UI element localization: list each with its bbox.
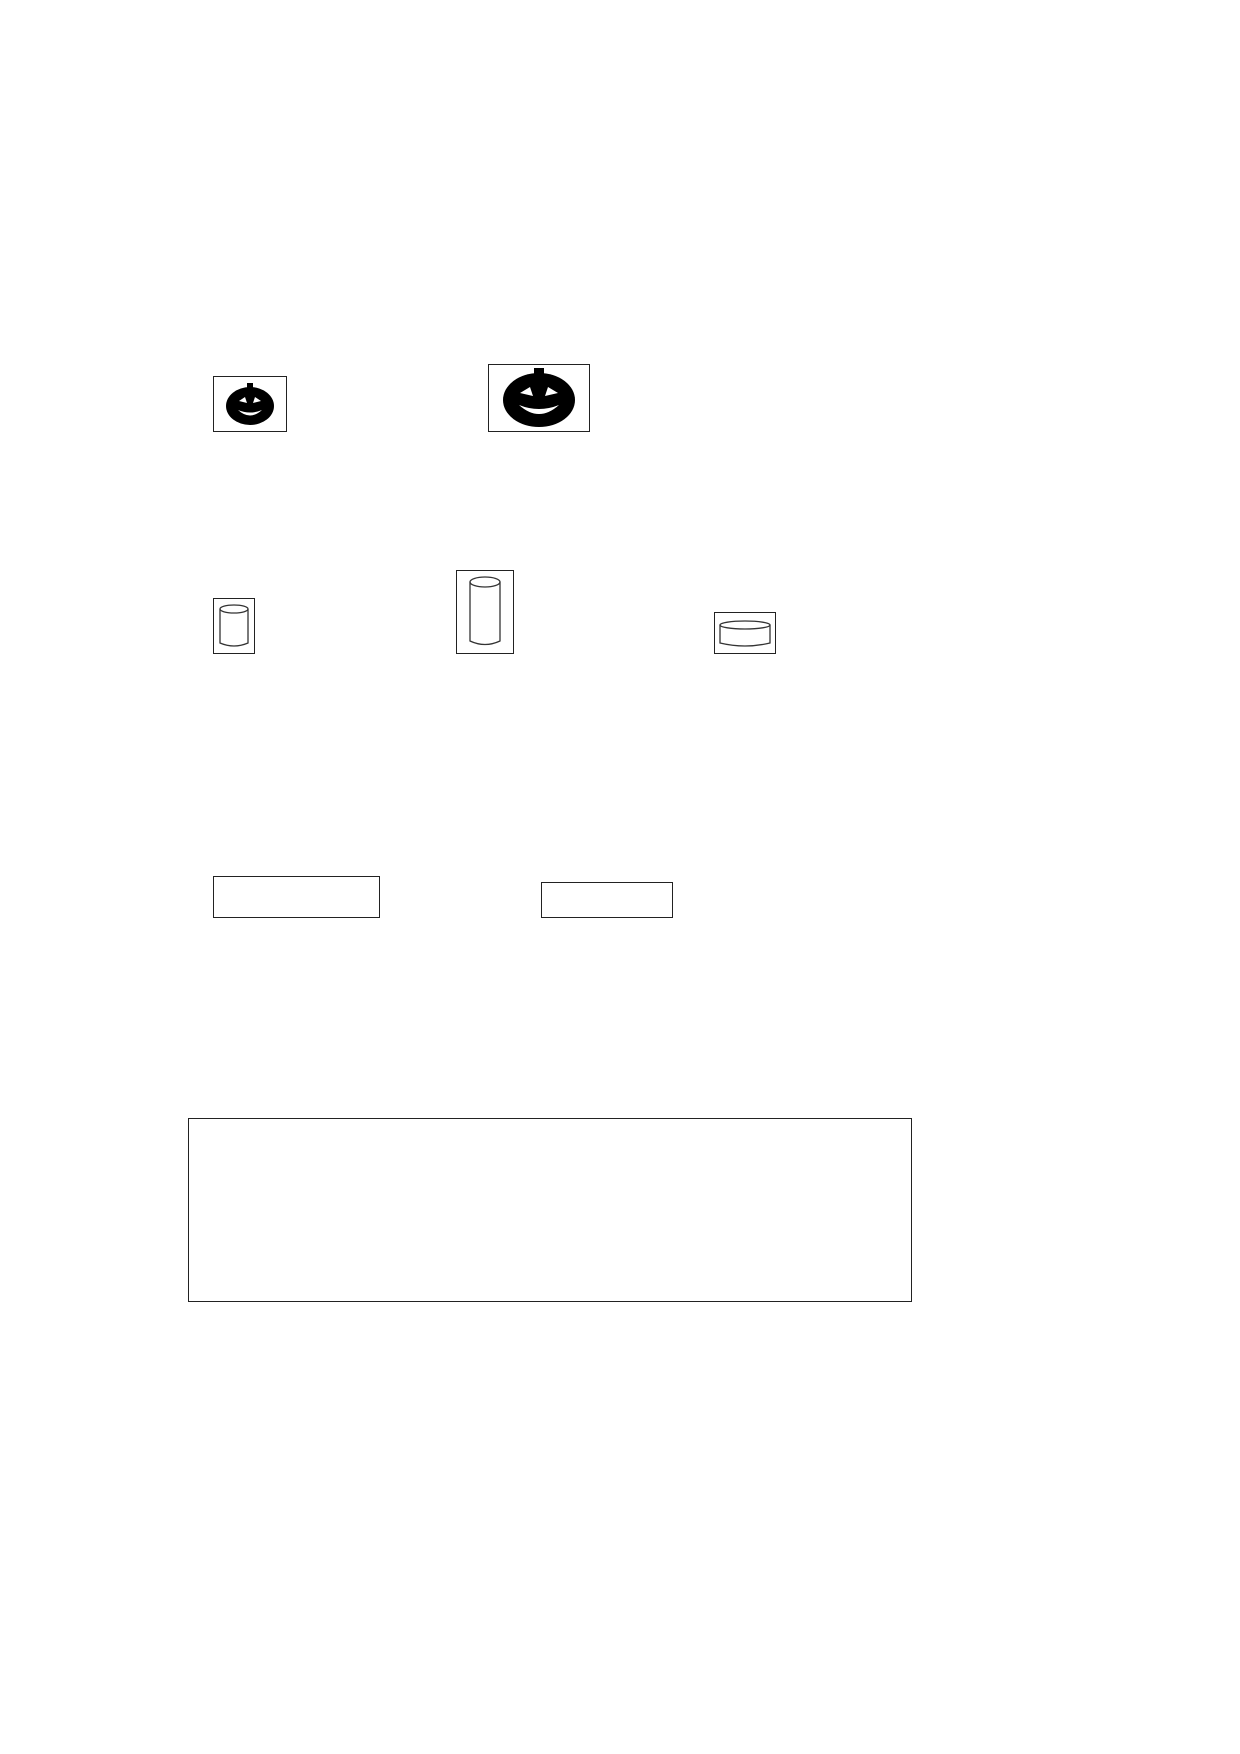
squares-box[interactable] bbox=[213, 876, 380, 918]
cylinder-icon bbox=[457, 571, 513, 653]
pumpkin-icon bbox=[214, 377, 286, 431]
big-pumpkin-box[interactable] bbox=[488, 364, 590, 432]
squares-row bbox=[214, 877, 379, 917]
pumpkin-body bbox=[226, 387, 274, 425]
circles-row bbox=[542, 883, 672, 917]
circles-box[interactable] bbox=[541, 882, 673, 918]
cups-figure bbox=[188, 1118, 912, 1302]
pumpkin-body bbox=[503, 373, 575, 427]
cups-diagram bbox=[189, 1119, 911, 1301]
pumpkin-icon bbox=[489, 365, 589, 431]
flat-cylinder-box[interactable] bbox=[714, 612, 776, 654]
cylinder-icon bbox=[715, 613, 775, 653]
small-pumpkin-box[interactable] bbox=[213, 376, 287, 432]
short-cylinder-box[interactable] bbox=[213, 598, 255, 654]
cylinder-icon bbox=[214, 599, 254, 653]
tall-cylinder-box[interactable] bbox=[456, 570, 514, 654]
